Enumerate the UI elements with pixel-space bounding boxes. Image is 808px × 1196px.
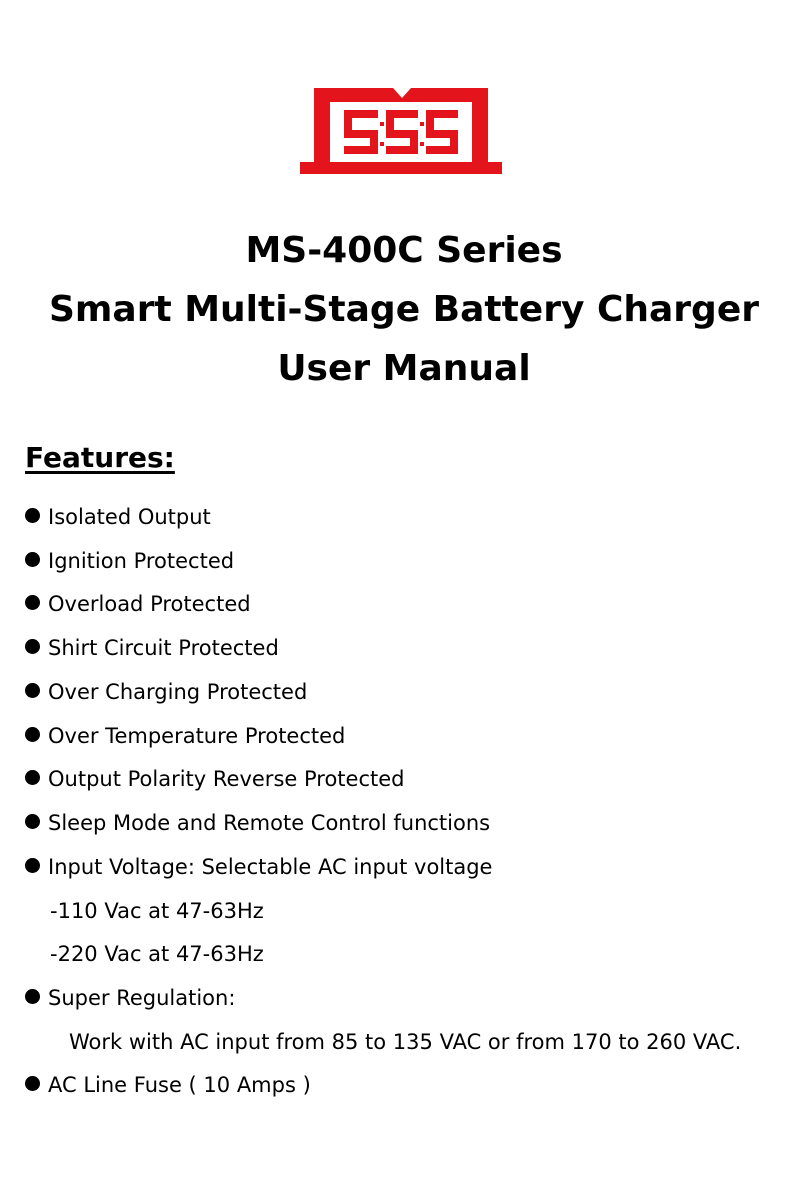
bullet-dot-icon	[25, 989, 40, 1004]
document-title-series: MS-400C Series	[245, 230, 563, 271]
list-item	[25, 678, 307, 706]
list-item-text: Input Voltage: Selectable AC input voltage	[48, 855, 493, 879]
bullet-dot-icon	[25, 508, 40, 523]
features-heading: Features:	[25, 441, 175, 474]
document-title-manual: User Manual	[277, 348, 531, 389]
list-item-text: Over Charging Protected	[48, 680, 308, 704]
list-item	[25, 590, 251, 618]
bullet-dot-icon	[25, 639, 40, 654]
bullet-dot-icon	[25, 595, 40, 610]
list-item	[25, 853, 492, 881]
list-item	[25, 503, 211, 531]
bullet-dot-icon	[25, 683, 40, 698]
list-item-text: Super Regulation:	[48, 986, 236, 1010]
bullet-dot-icon	[25, 814, 40, 829]
bullet-dot-icon	[25, 858, 40, 873]
list-item	[25, 722, 345, 750]
mss-logo-icon	[300, 88, 502, 174]
list-item	[25, 1071, 311, 1099]
bullet-dot-icon	[25, 770, 40, 785]
bullet-dot-icon	[25, 1076, 40, 1091]
list-sub-item: Work with AC input from 85 to 135 VAC or from 170 to 260 VAC.	[69, 1030, 742, 1054]
list-item	[25, 765, 404, 793]
list-sub-item: -220 Vac at 47-63Hz	[50, 942, 264, 966]
document-title-product: Smart Multi-Stage Battery Charger	[48, 289, 759, 330]
list-item-text: Overload Protected	[48, 592, 251, 616]
bullet-dot-icon	[25, 727, 40, 742]
list-item-text: Sleep Mode and Remote Control functions	[48, 811, 491, 835]
list-item	[25, 809, 490, 837]
list-item	[25, 547, 234, 575]
list-item-text: Over Temperature Protected	[48, 724, 346, 748]
list-sub-item: -110 Vac at 47-63Hz	[50, 899, 264, 923]
list-item-text: Output Polarity Reverse Protected	[48, 767, 405, 791]
list-item	[25, 984, 235, 1012]
bullet-dot-icon	[25, 552, 40, 567]
list-item-text: Isolated Output	[48, 505, 211, 529]
list-item	[25, 634, 279, 662]
list-item-text: Ignition Protected	[48, 549, 235, 573]
list-item-text: AC Line Fuse ( 10 Amps )	[48, 1073, 311, 1097]
list-item-text: Shirt Circuit Protected	[48, 636, 279, 660]
